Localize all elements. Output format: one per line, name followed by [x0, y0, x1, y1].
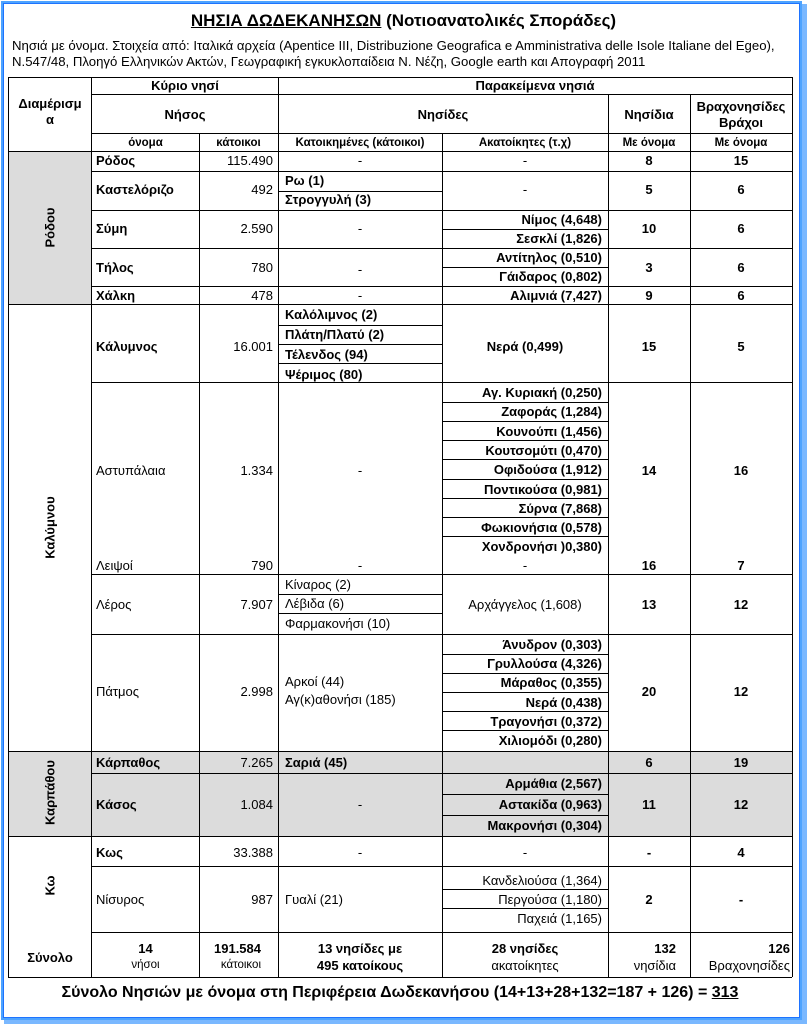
row-karpathos-pop: 7.265: [240, 755, 273, 770]
grid-hline: [8, 304, 792, 305]
totals-islets-t: νησίδια: [633, 958, 676, 973]
grid-hline: [442, 517, 608, 518]
page-subtitle: Νησιά με όνομα. Στοιχεία από: Ιταλικά αρχεία (Apentice III, Distribuzione Geografica e Amministrativa delle Isole Italiane del Egeo), Ν.547/48, Πλοηγό Ελληνικών Ακτών, Γεωγραφική εγκυκλοπαίδεια Ν. Νέζη, Google earth και Απογραφή 2011: [12, 38, 775, 69]
row-karpathos-rocks: 19: [733, 755, 749, 770]
row-nisyros-pop: 987: [251, 892, 273, 907]
grid-hline: [442, 459, 608, 460]
row-kalymnos-inh-2: Πλάτη/Πλατύ (2): [285, 327, 385, 342]
row-chalki-inh: -: [357, 288, 363, 303]
row-chalki-rocks: 6: [737, 288, 745, 303]
totals-pop-t: κάτοικοι: [220, 959, 261, 971]
grid-hline: [442, 673, 608, 674]
grid-hline: [278, 613, 442, 614]
grid-hline: [442, 794, 608, 795]
row-leipsoi-uninh: -: [522, 558, 528, 573]
row-patmos-pop: 2.998: [240, 684, 273, 699]
row-leipsoi-name: Λειψοί: [96, 558, 133, 573]
grid-hline: [442, 267, 608, 268]
row-kastelorizo-uninh: -: [522, 182, 528, 197]
row-leros-name: Λέρος: [96, 597, 132, 612]
row-kalymnos-inh-4: Ψέριμος (80): [285, 367, 363, 382]
row-tilos-pop: 780: [251, 260, 273, 275]
row-astypalaia-rocks: 16: [733, 463, 749, 478]
region-karpathos: Καρπάθου: [42, 760, 58, 825]
row-chalki-islets: 9: [645, 288, 653, 303]
header-island: Νήσος: [164, 107, 206, 122]
row-patmos-uninh-3: Μάραθος (0,355): [500, 675, 602, 691]
row-kos-uninh: -: [522, 845, 528, 860]
row-tilos-uninh-2: Γάιδαρος (0,802): [499, 269, 602, 284]
totals-pop-n: 191.584: [214, 941, 261, 956]
row-kalymnos-name: Κάλυμνος: [96, 339, 158, 354]
row-leros-uninh: Αρχάγγελος (1,608): [468, 597, 582, 612]
totals-islands-t: νήσοι: [131, 959, 160, 971]
grid-hline: [442, 498, 608, 499]
row-kasos-rocks: 12: [733, 797, 749, 812]
totals-uninh-2: ακατοίκητες: [491, 958, 559, 973]
row-kastelorizo-rocks: 6: [737, 182, 745, 197]
row-kasos-inh: -: [357, 797, 363, 812]
row-kalymnos-islets: 15: [641, 339, 657, 354]
row-nisyros-uninh-1: Κανδελιούσα (1,364): [482, 873, 602, 888]
row-astypalaia-uninh-8: Φωκιονήσια (0,578): [481, 520, 602, 536]
row-leipsoi-rocks: 7: [737, 558, 745, 573]
row-leros-rocks: 12: [733, 597, 749, 612]
row-kastelorizo-islets: 5: [645, 182, 653, 197]
grid-hline: [8, 751, 792, 752]
grid-hline: [278, 344, 442, 345]
row-astypalaia-uninh-2: Ζαφοράς (1,284): [501, 404, 602, 420]
row-astypalaia-uninh-5: Οφιδούσα (1,912): [493, 462, 602, 478]
row-leros-inh-2: Λέβιδα (6): [285, 596, 345, 611]
grid-hline: [278, 325, 442, 326]
row-nisyros-inh: Γυαλί (21): [285, 892, 343, 907]
row-patmos-inh-1: Αρκοί (44): [285, 674, 345, 689]
grid-hline: [442, 908, 608, 909]
row-karpathos-name: Κάρπαθος: [96, 755, 161, 770]
header-small-islets: Νησίδια: [624, 107, 674, 122]
grid-vline: [792, 77, 793, 977]
row-kasos-uninh-1: Αρμάθια (2,567): [505, 776, 602, 791]
header-rocks: Βραχονησίδες Βράχοι: [696, 99, 786, 130]
grid-hline: [91, 94, 792, 95]
row-kasos-uninh-2: Αστακίδα (0,963): [498, 797, 602, 812]
row-leipsoi-inh: -: [357, 558, 363, 573]
row-nisyros-islets: 2: [645, 892, 653, 907]
row-kastelorizo-pop: 492: [251, 182, 273, 197]
row-chalki-pop: 478: [251, 288, 273, 303]
row-kasos-name: Κάσος: [96, 797, 137, 812]
row-nisyros-uninh-3: Παχειά (1,165): [517, 911, 602, 926]
row-symi-islets: 10: [641, 221, 657, 236]
totals-rocks-t: Βραχονησίδες: [708, 958, 790, 973]
row-leros-pop: 7.907: [240, 597, 273, 612]
row-kos-name: Κως: [96, 845, 123, 860]
row-rodos-pop: 115.490: [226, 153, 273, 168]
row-kastelorizo-inh-1: Ρω (1): [285, 173, 325, 188]
region-kos: Κω: [42, 875, 58, 896]
row-kalymnos-pop: 16.001: [233, 339, 273, 354]
row-symi-name: Σύμη: [96, 221, 128, 236]
grid-hline: [442, 889, 608, 890]
row-astypalaia-inh: -: [357, 463, 363, 478]
row-kos-islets: -: [646, 845, 652, 860]
header-uninhabited: Ακατοίκητες (τ.χ): [478, 137, 572, 149]
totals-islets-n: 132: [654, 941, 676, 956]
grid-vline: [91, 77, 92, 977]
row-symi-uninh-1: Νίμος (4,648): [521, 212, 602, 227]
row-patmos-rocks: 12: [733, 684, 749, 699]
grid-hline: [278, 594, 442, 595]
grid-hline: [442, 440, 608, 441]
row-nisyros-uninh-2: Περγούσα (1,180): [498, 892, 602, 907]
row-kalymnos-inh-1: Καλόλιμνος (2): [285, 307, 378, 322]
grid-hline: [442, 229, 608, 230]
header-main-island: Κύριο νησί: [151, 78, 219, 93]
row-symi-pop: 2.590: [240, 221, 273, 236]
grid-hline: [442, 711, 608, 712]
row-kos-rocks: 4: [737, 845, 745, 860]
row-kalymnos-rocks: 5: [737, 339, 745, 354]
grid-hline: [8, 977, 792, 978]
header-with-name-2: Με όνομα: [714, 137, 768, 149]
row-symi-inh: -: [357, 221, 363, 236]
totals-uninh-1: 28 νησίδες: [491, 941, 559, 956]
grid-hline: [442, 815, 608, 816]
row-astypalaia-uninh-9: Χονδρονήσι )0,380): [481, 539, 602, 555]
row-nisyros-rocks: -: [738, 892, 744, 907]
header-district: Διαμέρισμα: [18, 96, 82, 127]
grid-hline: [442, 402, 608, 403]
row-karpathos-islets: 6: [645, 755, 653, 770]
row-patmos-uninh-1: Άνυδρον (0,303): [502, 637, 602, 652]
row-rodos-name: Ρόδος: [96, 153, 136, 168]
row-kastelorizo-inh-2: Στρογγυλή (3): [285, 192, 372, 207]
row-symi-uninh-2: Σεσκλί (1,826): [516, 231, 602, 246]
row-patmos-uninh-2: Γρυλλούσα (4,326): [487, 656, 602, 672]
row-rodos-rocks: 15: [733, 153, 749, 168]
totals-inh-1: 13 νησίδες με: [317, 941, 403, 956]
row-kalymnos-inh-3: Τέλενδος (94): [285, 347, 368, 362]
grid-hline: [278, 363, 442, 364]
row-kalymnos-uninh: Νερά (0,499): [486, 339, 564, 354]
row-kasos-islets: 11: [642, 797, 656, 812]
row-patmos-inh-2: Αγ(κ)αθονήσι (185): [285, 692, 396, 707]
footer-summary: Σύνολο Νησιών με όνομα στη Περιφέρεια Δωδεκανήσου (14+13+28+132=187 + 126) = 313: [61, 984, 739, 1001]
header-name: όνομα: [128, 137, 163, 149]
row-patmos-islets: 20: [641, 684, 657, 699]
grid-hline: [442, 730, 608, 731]
totals-rocks-n: 126: [768, 941, 790, 956]
grid-hline: [442, 692, 608, 693]
row-leros-islets: 13: [641, 597, 657, 612]
row-astypalaia-name: Αστυπάλαια: [96, 463, 166, 478]
row-leros-inh-3: Φαρμακονήσι (10): [285, 616, 391, 631]
row-rodos-inh: -: [357, 153, 363, 168]
totals-islands-n: 14: [138, 941, 153, 956]
row-chalki-name: Χάλκη: [96, 288, 136, 303]
totals-inh-2: 495 κατοίκους: [316, 958, 404, 973]
row-leros-inh-1: Κίναρος (2): [285, 577, 351, 592]
grid-hline: [8, 836, 792, 837]
row-nisyros-name: Νίσυρος: [96, 892, 145, 907]
grid-hline: [442, 479, 608, 480]
row-tilos-islets: 3: [645, 260, 653, 275]
grid-hline: [442, 536, 608, 537]
header-with-name-1: Με όνομα: [622, 137, 676, 149]
region-kalymnos: Καλύμνου: [42, 496, 58, 559]
row-leipsoi-pop: 790: [251, 558, 273, 573]
row-astypalaia-uninh-4: Κουτσομύτι (0,470): [485, 442, 602, 458]
row-kasos-uninh-3: Μακρονήσι (0,304): [487, 818, 602, 833]
header-islets: Νησίδες: [417, 107, 469, 122]
row-chalki-uninh: Αλιμνιά (7,427): [510, 288, 602, 303]
grid-hline: [442, 421, 608, 422]
row-rodos-islets: 8: [645, 153, 653, 168]
header-inhabitants: κάτοικοι: [216, 137, 261, 149]
row-astypalaia-uninh-7: Σύρνα (7,868): [518, 500, 602, 516]
row-kasos-pop: 1.084: [240, 797, 273, 812]
row-patmos-uninh-5: Τραγονήσι (0,372): [490, 713, 602, 729]
page-title: ΝΗΣΙΑ ΔΩΔΕΚΑΝΗΣΩΝ (Νοτιοανατολικές Σποράδες): [190, 11, 617, 30]
row-karpathos-inh: Σαριά (45): [285, 755, 348, 770]
row-kos-pop: 33.388: [233, 845, 273, 860]
row-kos-inh: -: [357, 845, 363, 860]
grid-vline: [278, 77, 279, 977]
row-tilos-uninh-1: Αντίτηλος (0,510): [496, 250, 602, 265]
row-tilos-rocks: 6: [737, 260, 745, 275]
row-astypalaia-uninh-6: Ποντικούσα (0,981): [484, 481, 602, 497]
row-astypalaia-uninh-3: Κουνούπι (1,456): [496, 423, 602, 439]
row-astypalaia-uninh-1: Αγ. Κυριακή (0,250): [482, 385, 602, 400]
header-inhabited: Κατοικημένες (κάτοικοι): [295, 137, 425, 149]
row-patmos-uninh-6: Χιλιομόδι (0,280): [498, 733, 602, 748]
row-astypalaia-pop: 1.334: [240, 463, 273, 478]
row-leipsoi-islets: 16: [641, 558, 657, 573]
row-tilos-name: Τήλος: [96, 260, 134, 275]
totals-label: Σύνολο: [27, 950, 73, 965]
header-nearby: Παρακείμενα νησιά: [475, 78, 595, 93]
row-kastelorizo-name: Καστελόριζο: [96, 182, 174, 197]
region-rodos: Ρόδου: [42, 207, 58, 248]
grid-hline: [8, 151, 792, 152]
row-symi-rocks: 6: [737, 221, 745, 236]
grid-hline: [442, 654, 608, 655]
row-rodos-uninh: -: [522, 153, 528, 168]
row-patmos-uninh-4: Νερά (0,438): [525, 694, 602, 710]
row-patmos-name: Πάτμος: [96, 684, 140, 699]
row-tilos-inh: -: [357, 262, 363, 277]
grid-vline: [8, 77, 9, 977]
row-astypalaia-islets: 14: [641, 463, 657, 478]
